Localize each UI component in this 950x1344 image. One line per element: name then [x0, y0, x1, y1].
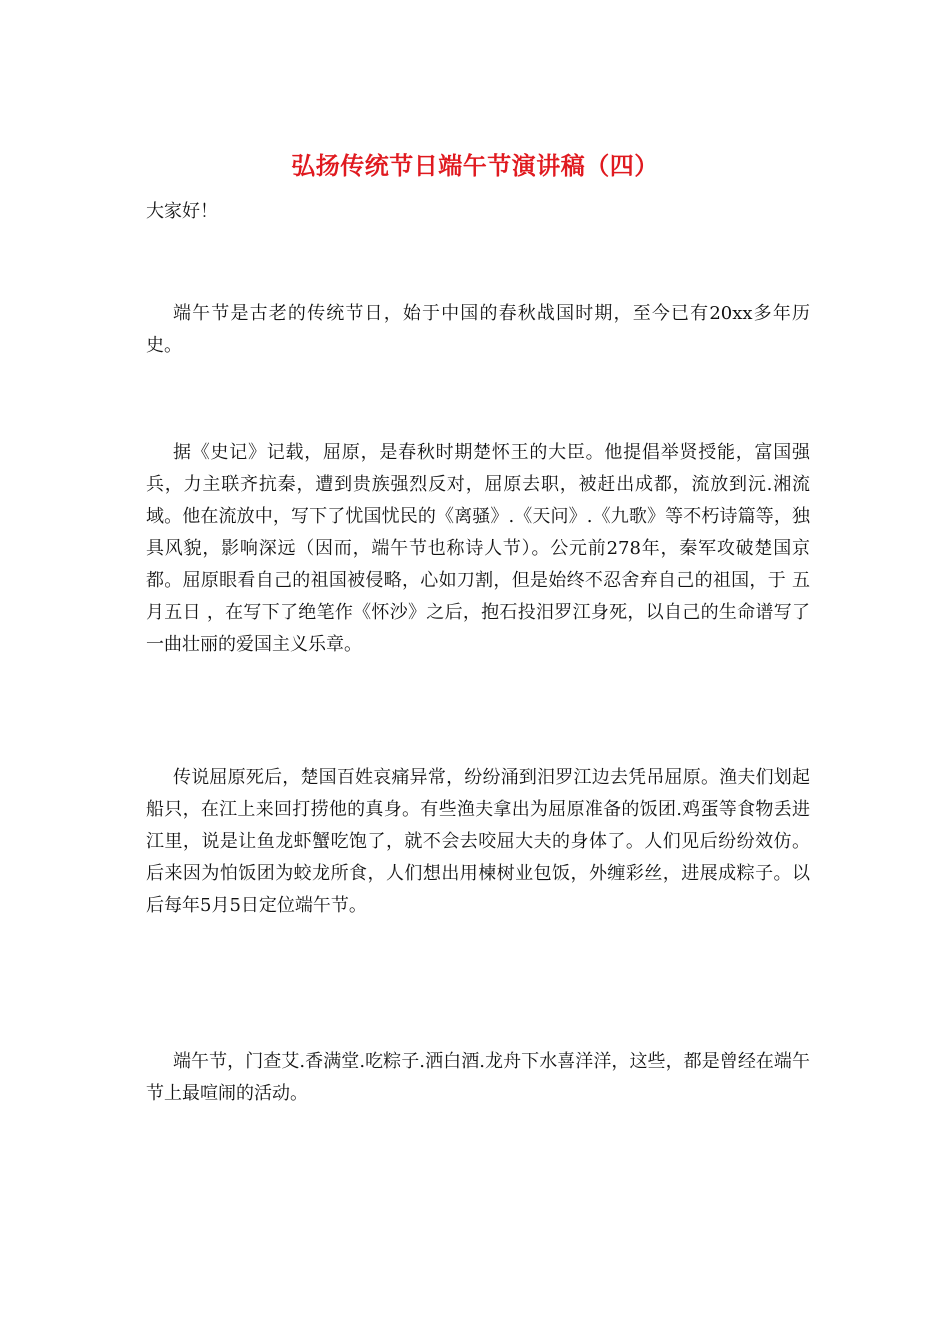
paragraph-2: 据《史记》记载，屈原，是春秋时期楚怀王的大臣。他提倡举贤授能，富国强兵，力主联齐抗秦，遭到贵族强烈反对，屈原去职，被赶出成都，流放到沅.湘流域。他在流放中，写下了忧国忧民的《离骚》.《天问》.《九歌》等不朽诗篇等，独具风貌，影响深远（因而，端午节也称诗人节）。公元前278年，秦军攻破楚国京都。屈原眼看自己的祖国被侵略，心如刀割，但是始终不忍舍弃自己的祖国，于 五月五日 ，在写下了绝笔作《怀沙》之后，抱石投汨罗江身死，以自己的生命谱写了一曲壮丽的爱国主义乐章。 [146, 442, 810, 655]
greeting: 大家好！ [146, 201, 218, 222]
document-title: 弘扬传统节日端午节演讲稿（四） [291, 151, 659, 180]
paragraph-4: 端午节，门查艾.香满堂.吃粽子.洒白酒.龙舟下水喜洋洋，这些，都是曾经在端午节上最喧闹的活动。 [146, 1051, 810, 1104]
paragraph-1: 端午节是古老的传统节日，始于中国的春秋战国时期，至今已有20xx多年历史。 [146, 303, 810, 356]
paragraph-3: 传说屈原死后，楚国百姓哀痛异常，纷纷涌到汨罗江边去凭吊屈原。渔夫们划起船只，在江上来回打捞他的真身。有些渔夫拿出为屈原准备的饭团.鸡蛋等食物丢进江里，说是让鱼龙虾蟹吃饱了，就不会去咬屈大夫的身体了。人们见后纷纷效仿。后来因为怕饭团为蛟龙所食，人们想出用楝树业包饭，外缠彩丝，进展成粽子。以后每年5月5日定位端午节。 [146, 767, 810, 916]
